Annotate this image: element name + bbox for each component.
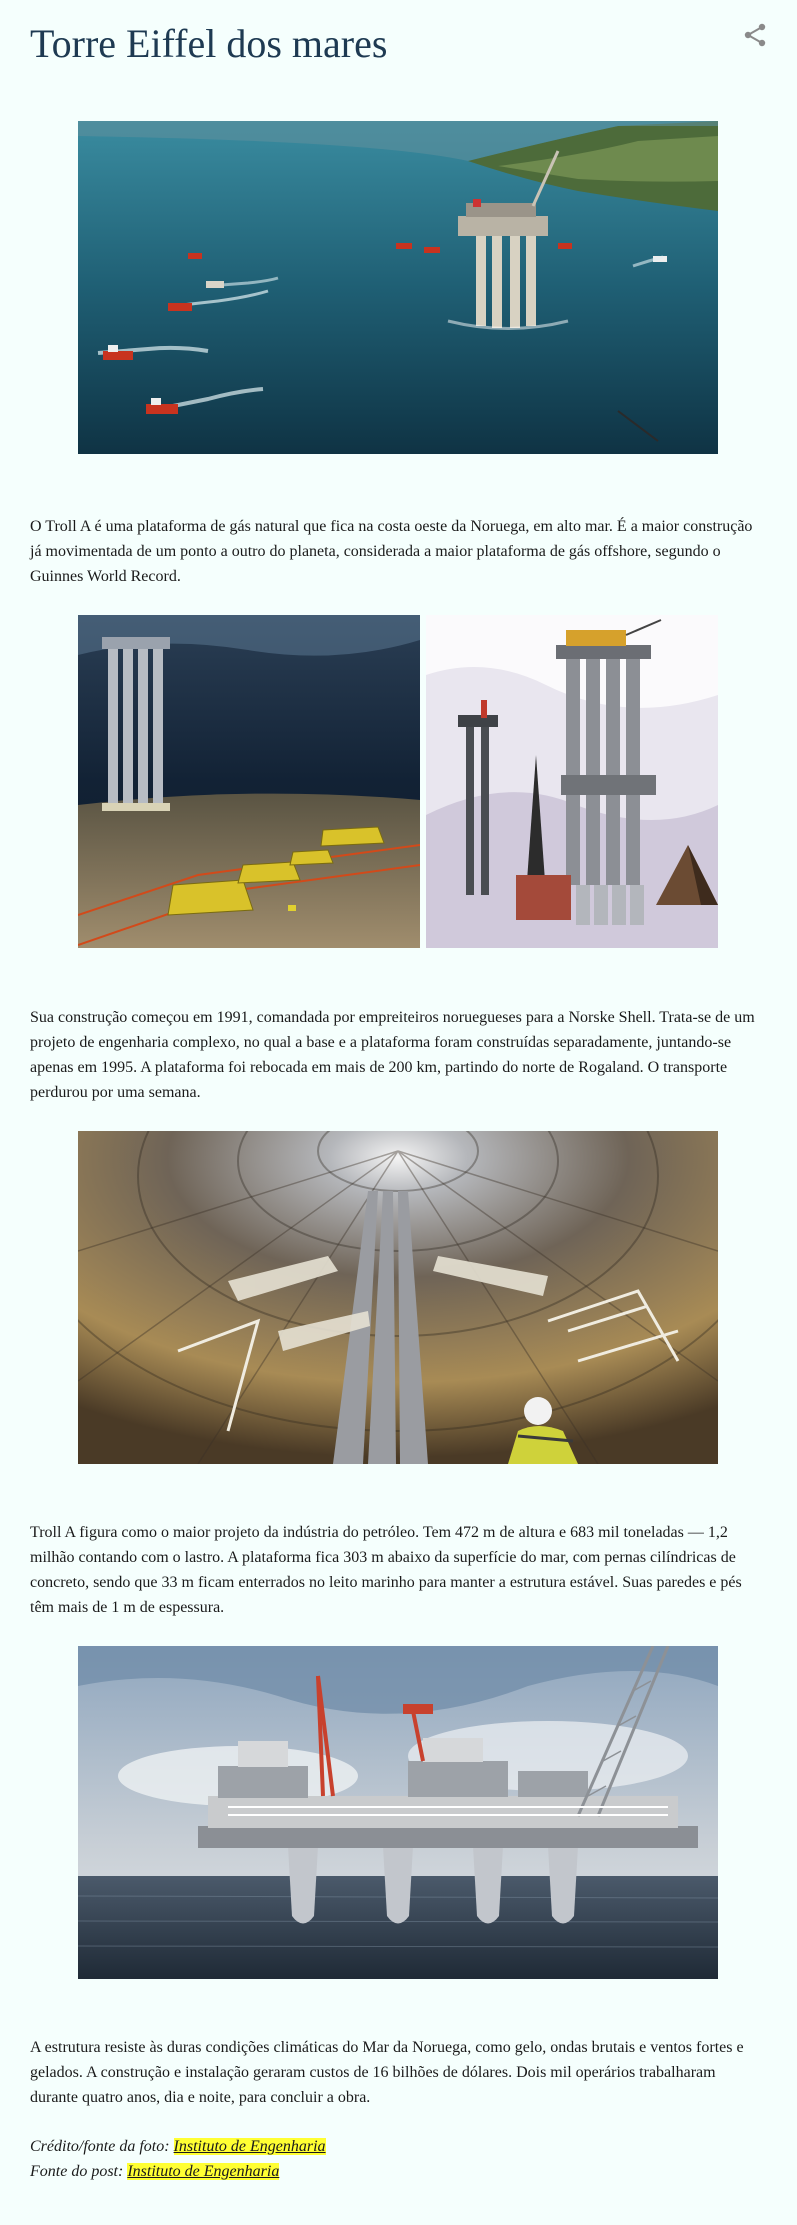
post-title: Torre Eiffel dos mares: [30, 21, 388, 66]
photo-scale-comparison-illustration[interactable]: [426, 615, 718, 948]
post-source: [30, 2159, 279, 2184]
photo-leg-interior[interactable]: [78, 1131, 718, 1464]
post-source-link[interactable]: Instituto de Engenharia: [127, 2163, 280, 2180]
share-icon: [742, 22, 768, 48]
photo-platform-at-sea[interactable]: [78, 1646, 718, 1979]
paragraph-construction: Sua construção começou em 1991, comandada por empreiteiros noruegueses para a Norske Shell. Trata-se de um projeto de engenharia complexo, no qual a base e a plataforma foram construídas separadamente, juntando-se apenas em 1995. A plataforma foi rebocada em mais de 200 km, partindo do norte de Rogaland. O transporte perdurou por uma semana.: [30, 1009, 755, 1101]
photo-credit-link[interactable]: Instituto de Engenharia: [173, 2138, 326, 2155]
post-source-label: Fonte do post:: [30, 2163, 128, 2180]
paragraph-intro: O Troll A é uma plataforma de gás natural que fica na costa oeste da Noruega, em alto mar. É a maior construção já movimentada de um ponto a outro do planeta, considerada a maior plataforma de gás offshore, segundo o Guinnes World Record.: [30, 518, 753, 585]
photo-platform-towed-aerial[interactable]: [78, 121, 718, 454]
paragraph-figures: Troll A figura como o maior projeto da indústria do petróleo. Tem 472 m de altura e 683 mil toneladas — 1,2 milhão contando com o lastro. A plataforma fica 303 m abaixo da superfície do mar, com pernas cilíndricas de concreto, sendo que 33 m ficam enterrados no leito marinho para manter a estrutura estável. Suas paredes e pés têm mais de 1 m de espessura.: [30, 1524, 742, 1616]
photo-credit: [30, 2134, 326, 2159]
share-button[interactable]: [742, 22, 768, 48]
photo-seabed-illustration[interactable]: [78, 615, 420, 948]
paragraph-climate: A estrutura resiste às duras condições climáticas do Mar da Noruega, como gelo, ondas brutais e ventos fortes e gelados. A construção e instalação geraram custos de 16 bilhões de dólares. Dois mil operários trabalharam durante quatro anos, dia e noite, para concluir a obra.: [30, 2039, 744, 2106]
photo-credit-label: Crédito/fonte da foto:: [30, 2138, 174, 2155]
